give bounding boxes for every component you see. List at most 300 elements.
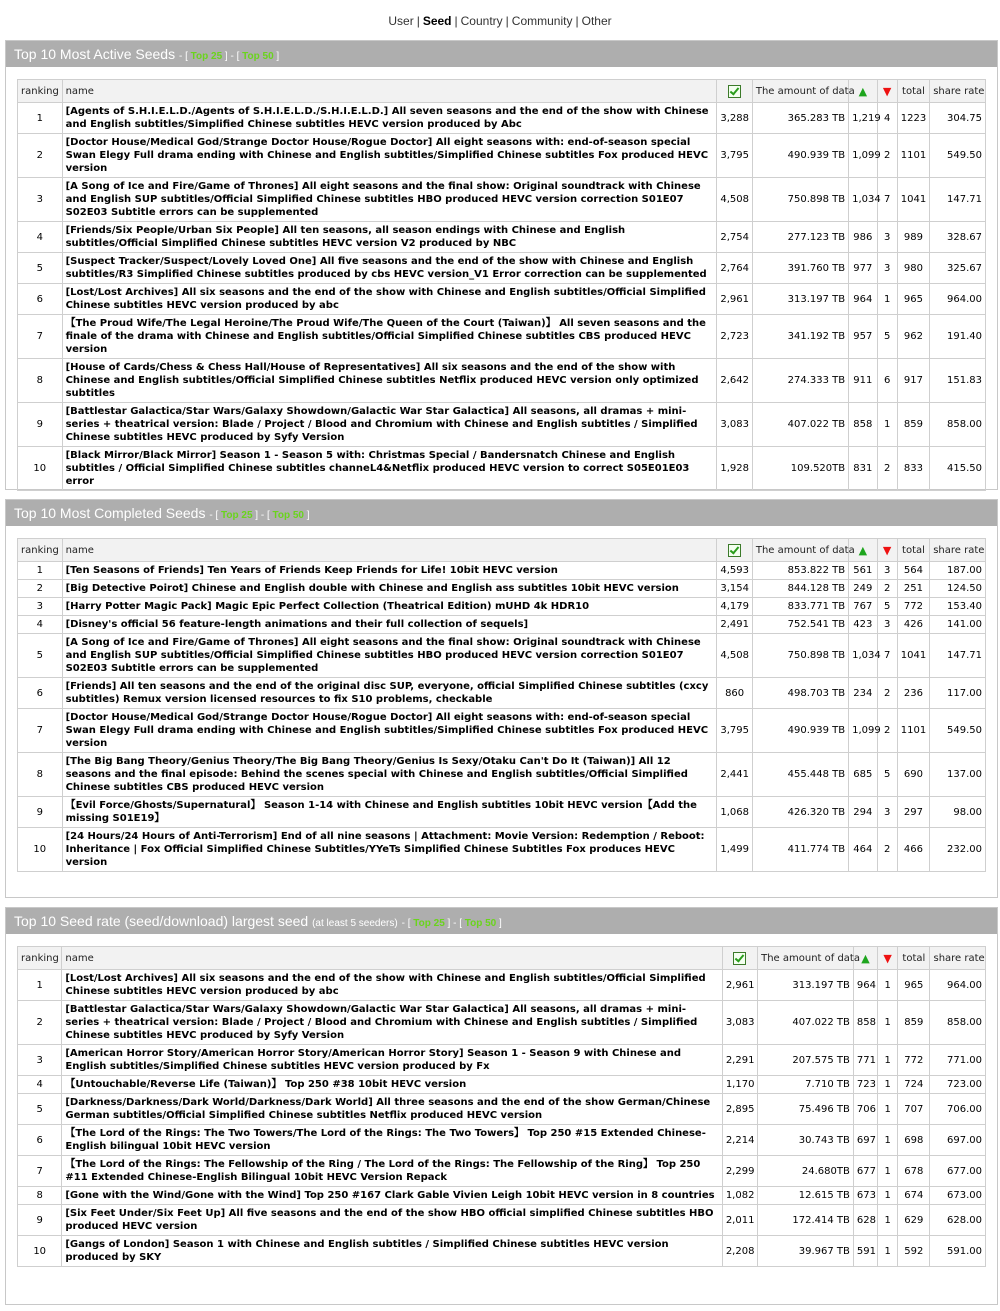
- share-rate-cell: 723.00: [930, 1076, 986, 1094]
- completed-cell: 2,011: [722, 1205, 757, 1236]
- share-rate-cell: 153.40: [930, 598, 986, 616]
- seeders-cell: 677: [853, 1156, 877, 1187]
- total-cell: 426: [897, 616, 929, 634]
- leechers-cell: 1: [877, 403, 897, 447]
- table-row: [18, 1236, 986, 1267]
- total-cell: 1041: [897, 634, 929, 678]
- seed-name-link[interactable]: [A Song of Ice and Fire/Game of Thrones] All eight seasons and the final show: Original soundtrack with Chinese and English SUP subtitles/Official Simplified Chinese subtitles HBO produced HEVC version correction S01E07 S02E03 Subtitle errors can be supplemented: [62, 178, 717, 222]
- panel-header: [6, 500, 997, 526]
- completed-cell: 1,068: [717, 797, 752, 828]
- data-amount-cell: 75.496 TB: [758, 1094, 854, 1125]
- seeders-up-icon: ▲: [858, 543, 868, 557]
- table-row: [18, 828, 986, 872]
- top-25-link[interactable]: Top 25: [190, 51, 223, 62]
- completed-cell: 4,508: [717, 634, 752, 678]
- seed-name-link[interactable]: [Six Feet Under/Six Feet Up] All five seasons and the end of the show HBO official simplified Chinese subtitles HBO produced HEVC version: [62, 1205, 722, 1236]
- seeders-cell: 986: [849, 222, 877, 253]
- rank-cell: 4: [18, 616, 63, 634]
- data-amount-cell: 411.774 TB: [752, 828, 848, 872]
- seed-name-link[interactable]: 【Untouchable/Reverse Life (Taiwan)】 Top 250 #38 10bit HEVC version: [62, 1076, 722, 1094]
- data-amount-cell: 365.283 TB: [752, 103, 848, 134]
- rank-cell: 6: [18, 1125, 62, 1156]
- panel-header: [6, 908, 997, 934]
- table-row: [18, 970, 986, 1001]
- seed-name-link[interactable]: [The Big Bang Theory/Genius Theory/The Big Bang Theory/Genius Is Sexy/Otaku Can't Do It (Taiwan)] All 12 seasons and the final episode: Behind the scenes special with Chinese and English subtitles/Official Simplified Chinese subtitles CBS produced HEVC version: [62, 753, 717, 797]
- data-amount-cell: 455.448 TB: [752, 753, 848, 797]
- leechers-cell: 1: [878, 1205, 898, 1236]
- data-amount-cell: 426.320 TB: [752, 797, 848, 828]
- rank-cell: 3: [18, 598, 63, 616]
- leechers-cell: 3: [877, 222, 897, 253]
- seeders-cell: 234: [849, 678, 877, 709]
- rank-cell: 9: [18, 403, 63, 447]
- seed-name-link[interactable]: 【The Lord of the Rings: The Two Towers/The Lord of the Rings: The Two Towers】 Top 250 #15 Extended Chinese-English bilingual 10bit HEVC version: [62, 1125, 722, 1156]
- data-amount-cell: 833.771 TB: [752, 598, 848, 616]
- total-cell: 251: [897, 580, 929, 598]
- data-amount-cell: 490.939 TB: [752, 134, 848, 178]
- seeders-cell: 628: [853, 1205, 877, 1236]
- leechers-cell: 3: [877, 797, 897, 828]
- col-leechers[interactable]: [877, 539, 897, 562]
- seed-name-link[interactable]: [A Song of Ice and Fire/Game of Thrones] All eight seasons and the final show: Original soundtrack with Chinese and English SUP subtitles/Official Simplified Chinese subtitles HBO produced HEVC version correction S01E07 S02E03 Subtitle errors can be supplemented: [62, 634, 717, 678]
- leechers-cell: 1: [878, 1156, 898, 1187]
- data-amount-cell: 7.710 TB: [758, 1076, 854, 1094]
- seed-name-link[interactable]: [Agents of S.H.I.E.L.D./Agents of S.H.I.E.L.D./S.H.I.E.L.D.] All seven seasons and the end of the show with Chinese and English subtitles/Simplified Chinese subtitles HEVC version produced by Abc: [62, 103, 717, 134]
- seeders-cell: 464: [849, 828, 877, 872]
- col-ranking[interactable]: ranking: [18, 947, 62, 970]
- share-rate-cell: 858.00: [930, 403, 986, 447]
- seeders-cell: 706: [853, 1094, 877, 1125]
- col-leechers[interactable]: [877, 80, 897, 103]
- seeders-cell: 831: [849, 447, 877, 491]
- leechers-cell: 2: [877, 828, 897, 872]
- leechers-cell: 1: [878, 1076, 898, 1094]
- seeders-cell: 294: [849, 797, 877, 828]
- table-row: [18, 616, 986, 634]
- seed-name-link[interactable]: [Lost/Lost Archives] All six seasons and the end of the show with Chinese and English subtitles/Official Simplified Chinese subtitles HEVC version produced by abc: [62, 970, 722, 1001]
- leechers-cell: 2: [877, 678, 897, 709]
- completed-cell: 2,764: [717, 253, 752, 284]
- table-row: [18, 562, 986, 580]
- rank-cell: 7: [18, 709, 63, 753]
- col-leechers[interactable]: [878, 947, 898, 970]
- data-amount-cell: 750.898 TB: [752, 634, 848, 678]
- total-cell: 698: [898, 1125, 930, 1156]
- data-amount-cell: 407.022 TB: [752, 403, 848, 447]
- seed-name-link[interactable]: [Gone with the Wind/Gone with the Wind] Top 250 #167 Clark Gable Vivien Leigh 10bit HEVC version in 8 countries: [62, 1187, 722, 1205]
- share-rate-cell: 151.83: [930, 359, 986, 403]
- share-rate-cell: 147.71: [930, 178, 986, 222]
- total-cell: 236: [897, 678, 929, 709]
- table-row: [18, 678, 986, 709]
- data-amount-cell: 752.541 TB: [752, 616, 848, 634]
- table-row: [18, 403, 986, 447]
- table-row: [18, 1001, 986, 1045]
- leechers-cell: 3: [877, 253, 897, 284]
- table-row: [18, 315, 986, 359]
- table-row: [18, 103, 986, 134]
- total-cell: 674: [898, 1187, 930, 1205]
- nav-separator: |: [575, 14, 579, 28]
- total-cell: 678: [898, 1156, 930, 1187]
- col-completed[interactable]: [722, 947, 757, 970]
- top-25-link[interactable]: Top 25: [221, 510, 253, 521]
- seeders-cell: 591: [853, 1236, 877, 1267]
- leechers-cell: 2: [877, 447, 897, 491]
- col-total[interactable]: total: [898, 947, 930, 970]
- data-amount-cell: 341.192 TB: [752, 315, 848, 359]
- total-cell: 833: [897, 447, 929, 491]
- nav-seed[interactable]: Seed: [422, 14, 452, 28]
- data-amount-cell: 391.760 TB: [752, 253, 848, 284]
- leechers-cell: 1: [878, 1045, 898, 1076]
- leechers-cell: 6: [877, 359, 897, 403]
- panel-title: Top 10 Seed rate (seed/download) largest seed: [14, 913, 309, 929]
- leechers-cell: 1: [878, 1125, 898, 1156]
- share-rate-cell: 771.00: [930, 1045, 986, 1076]
- col-name[interactable]: name: [62, 947, 722, 970]
- rank-cell: 7: [18, 1156, 62, 1187]
- nav-user[interactable]: User: [388, 14, 414, 28]
- table-row: [18, 284, 986, 315]
- completed-cell: 2,208: [722, 1236, 757, 1267]
- total-cell: 859: [897, 403, 929, 447]
- share-rate-cell: 415.50: [930, 447, 986, 491]
- nav-country[interactable]: Country: [460, 14, 503, 28]
- rank-cell: 1: [18, 970, 62, 1001]
- completed-cell: 2,961: [717, 284, 752, 315]
- total-cell: 962: [897, 315, 929, 359]
- seeders-cell: 697: [853, 1125, 877, 1156]
- most-active-panel: [5, 40, 998, 490]
- completed-cell: 1,928: [717, 447, 752, 491]
- share-rate-cell: 147.71: [930, 634, 986, 678]
- data-amount-cell: 24.680TB: [758, 1156, 854, 1187]
- seeds-table: [17, 538, 986, 872]
- col-total[interactable]: total: [897, 539, 929, 562]
- seeders-cell: 673: [853, 1187, 877, 1205]
- rank-cell: 5: [18, 253, 63, 284]
- col-completed[interactable]: [717, 539, 752, 562]
- completed-cell: 1,499: [717, 828, 752, 872]
- leechers-cell: 5: [877, 598, 897, 616]
- table-row: [18, 134, 986, 178]
- leechers-cell: 1: [878, 1187, 898, 1205]
- seeders-cell: 771: [853, 1045, 877, 1076]
- total-cell: 629: [898, 1205, 930, 1236]
- col-share-rate[interactable]: share rate: [930, 947, 986, 970]
- leechers-cell: 2: [877, 134, 897, 178]
- seeders-cell: 858: [849, 403, 877, 447]
- data-amount-cell: 274.333 TB: [752, 359, 848, 403]
- rank-cell: 8: [18, 753, 63, 797]
- total-cell: 980: [897, 253, 929, 284]
- share-rate-cell: 117.00: [930, 678, 986, 709]
- seeders-cell: 858: [853, 1001, 877, 1045]
- seeds-table: [17, 79, 986, 491]
- completed-check-icon: [733, 952, 746, 965]
- leechers-cell: 1: [877, 284, 897, 315]
- table-row: [18, 709, 986, 753]
- total-cell: 772: [898, 1045, 930, 1076]
- data-amount-cell: 313.197 TB: [758, 970, 854, 1001]
- rank-cell: 4: [18, 1076, 62, 1094]
- share-rate-cell: 137.00: [930, 753, 986, 797]
- completed-cell: 3,288: [717, 103, 752, 134]
- table-row: [18, 753, 986, 797]
- seed-name-link[interactable]: 【The Proud Wife/The Legal Heroine/The Proud Wife/The Queen of the Court (Taiwan)】 All seven seasons and the finale of the drama with Chinese and English subtitles/Official Simplified Chinese subtitles CBS produced HEVC version: [62, 315, 717, 359]
- leechers-cell: 1: [878, 970, 898, 1001]
- seeders-up-icon: ▲: [858, 84, 868, 98]
- seeders-cell: 964: [849, 284, 877, 315]
- leechers-cell: 2: [877, 580, 897, 598]
- panel-subtitle: (at least 5 seeders): [312, 918, 398, 929]
- seed-name-link[interactable]: [Battlestar Galactica/Star Wars/Galaxy Showdown/Galactic War Star Galactica] All seasons, all dramas + mini-series + theatrical version: Blade / Project / Blood and Chromium with Chinese and English subtitles / Simplified Chinese subtitles HEVC produced by Syfy Version: [62, 403, 717, 447]
- total-cell: 707: [898, 1094, 930, 1125]
- data-amount-cell: 498.703 TB: [752, 678, 848, 709]
- rank-cell: 10: [18, 828, 63, 872]
- seed-name-link[interactable]: [Black Mirror/Black Mirror] Season 1 - Season 5 with: Christmas Special / Bandersnatch Chinese and English subtitles / Official Simplified Chinese subtitles channeL4&Netflix produced HEVC version to correct S05E01E03 error: [62, 447, 717, 491]
- table-header-row: [18, 947, 986, 970]
- share-rate-cell: 191.40: [930, 315, 986, 359]
- rank-cell: 1: [18, 562, 63, 580]
- completed-cell: 2,491: [717, 616, 752, 634]
- col-ranking[interactable]: ranking: [18, 539, 63, 562]
- rank-cell: 2: [18, 1001, 62, 1045]
- total-cell: 1101: [897, 134, 929, 178]
- nav-community[interactable]: Community: [511, 14, 573, 28]
- seeders-up-icon: ▲: [861, 951, 870, 965]
- total-cell: 690: [897, 753, 929, 797]
- seed-name-link[interactable]: [24 Hours/24 Hours of Anti-Terrorism] End of all nine seasons | Attachment: Movie Version: Redemption / Reboot: Inheritance | Fox Official Simplified Chinese Subtitles/YYeTs Simplified Chinese Subtitles Fox produces HEVC version: [62, 828, 717, 872]
- share-rate-cell: 628.00: [930, 1205, 986, 1236]
- leechers-cell: 7: [877, 634, 897, 678]
- rank-cell: 10: [18, 1236, 62, 1267]
- table-row: [18, 580, 986, 598]
- seeders-cell: 957: [849, 315, 877, 359]
- share-rate-cell: 697.00: [930, 1125, 986, 1156]
- completed-cell: 2,895: [722, 1094, 757, 1125]
- rank-cell: 6: [18, 284, 63, 315]
- panel-title: Top 10 Most Active Seeds: [14, 46, 176, 62]
- seed-name-link[interactable]: [Darkness/Darkness/Dark World/Darkness/Dark World] All three seasons and the end of the show German/Chinese German subtitles/Official Simplified Chinese subtitles Netflix produced HEVC version: [62, 1094, 722, 1125]
- completed-cell: 1,082: [722, 1187, 757, 1205]
- rank-cell: 2: [18, 580, 63, 598]
- share-rate-cell: 964.00: [930, 970, 986, 1001]
- total-cell: 1101: [897, 709, 929, 753]
- seed-rate-panel: [5, 907, 998, 1305]
- col-ranking[interactable]: ranking: [18, 80, 63, 103]
- seeders-cell: 977: [849, 253, 877, 284]
- completed-cell: 1,170: [722, 1076, 757, 1094]
- seeders-cell: 1,034: [849, 634, 877, 678]
- share-rate-cell: 304.75: [930, 103, 986, 134]
- share-rate-cell: 187.00: [930, 562, 986, 580]
- panel-links: - [ Top 25 ] - [ Top 50 ]: [209, 510, 310, 521]
- rank-cell: 6: [18, 678, 63, 709]
- completed-cell: 3,154: [717, 580, 752, 598]
- rank-cell: 5: [18, 1094, 62, 1125]
- data-amount-cell: 313.197 TB: [752, 284, 848, 315]
- col-name[interactable]: name: [62, 539, 717, 562]
- seed-name-link[interactable]: [Battlestar Galactica/Star Wars/Galaxy Showdown/Galactic War Star Galactica] All seasons, all dramas + mini-series + theatrical version: Blade / Project / Blood and Chromium with Chinese and English subtitles / Simplified Chinese subtitles HEVC produced by Syfy Version: [62, 1001, 722, 1045]
- rank-cell: 5: [18, 634, 63, 678]
- seed-name-link[interactable]: [Doctor House/Medical God/Strange Doctor House/Rogue Doctor] All eight seasons with: end-of-season special Swan Elegy Full drama ending with Chinese and English subtitles/Simplified Chinese subtitles Fox produced HEVC version: [62, 709, 717, 753]
- leechers-cell: 7: [877, 178, 897, 222]
- seeders-cell: 249: [849, 580, 877, 598]
- col-data-amount[interactable]: The amount of data: [752, 80, 848, 103]
- total-cell: 989: [897, 222, 929, 253]
- col-total[interactable]: total: [897, 80, 929, 103]
- seed-name-link[interactable]: [Friends/Six People/Urban Six People] All ten seasons, all season endings with Chinese and English subtitles/Official Simplified Chinese subtitles HEVC version V2 produced by NBC: [62, 222, 717, 253]
- share-rate-cell: 677.00: [930, 1156, 986, 1187]
- completed-cell: 2,214: [722, 1125, 757, 1156]
- seed-name-link[interactable]: [Harry Potter Magic Pack] Magic Epic Perfect Collection (Theatrical Edition) mUHD 4k HDR10: [62, 598, 717, 616]
- col-name[interactable]: name: [62, 80, 717, 103]
- seed-name-link[interactable]: [Ten Seasons of Friends] Ten Years of Friends Keep Friends for Life! 10bit HEVC version: [62, 562, 717, 580]
- seeders-cell: 685: [849, 753, 877, 797]
- completed-cell: 860: [717, 678, 752, 709]
- table-row: [18, 1045, 986, 1076]
- rank-cell: 9: [18, 797, 63, 828]
- table-row: [18, 359, 986, 403]
- table-row: [18, 1125, 986, 1156]
- leechers-cell: 5: [877, 315, 897, 359]
- top-50-link[interactable]: Top 50: [272, 510, 304, 521]
- rank-cell: 3: [18, 1045, 62, 1076]
- data-amount-cell: 109.520TB: [752, 447, 848, 491]
- panel-links: - [ Top 25 ] - [ Top 50 ]: [401, 918, 502, 929]
- completed-cell: 2,723: [717, 315, 752, 359]
- total-cell: 466: [897, 828, 929, 872]
- table-row: [18, 253, 986, 284]
- col-share-rate[interactable]: share rate: [930, 539, 986, 562]
- col-share-rate[interactable]: share rate: [930, 80, 986, 103]
- nav-other[interactable]: Other: [581, 14, 612, 28]
- total-cell: 1041: [897, 178, 929, 222]
- data-amount-cell: 39.967 TB: [758, 1236, 854, 1267]
- total-cell: 724: [898, 1076, 930, 1094]
- completed-cell: 2,754: [717, 222, 752, 253]
- completed-cell: 2,642: [717, 359, 752, 403]
- col-completed[interactable]: [717, 80, 752, 103]
- seeders-cell: 1,034: [849, 178, 877, 222]
- seed-name-link[interactable]: [Doctor House/Medical God/Strange Doctor House/Rogue Doctor] All eight seasons with: end-of-season special Swan Elegy Full drama ending with Chinese and English subtitles/Simplified Chinese subtitles Fox produced HEVC version: [62, 134, 717, 178]
- nav-separator: |: [505, 14, 509, 28]
- data-amount-cell: 490.939 TB: [752, 709, 848, 753]
- total-cell: 1223: [897, 103, 929, 134]
- top-50-link[interactable]: Top 50: [464, 918, 497, 929]
- data-amount-cell: 12.615 TB: [758, 1187, 854, 1205]
- rank-cell: 2: [18, 134, 63, 178]
- total-cell: 772: [897, 598, 929, 616]
- col-data-amount[interactable]: The amount of data: [758, 947, 854, 970]
- rank-cell: 9: [18, 1205, 62, 1236]
- table-row: [18, 797, 986, 828]
- most-completed-panel: [5, 499, 998, 898]
- share-rate-cell: 591.00: [930, 1236, 986, 1267]
- completed-check-icon: [728, 544, 741, 557]
- seeders-cell: 723: [853, 1076, 877, 1094]
- leechers-cell: 1: [878, 1001, 898, 1045]
- data-amount-cell: 844.128 TB: [752, 580, 848, 598]
- share-rate-cell: 964.00: [930, 284, 986, 315]
- seeders-cell: 911: [849, 359, 877, 403]
- seeds-table: [17, 946, 986, 1267]
- rank-cell: 8: [18, 1187, 62, 1205]
- seed-name-link[interactable]: [Disney's official 56 feature-length animations and their full collection of sequels]: [62, 616, 717, 634]
- rank-cell: 10: [18, 447, 63, 491]
- leechers-down-icon: ▼: [882, 543, 892, 557]
- share-rate-cell: 549.50: [930, 134, 986, 178]
- seeders-cell: 561: [849, 562, 877, 580]
- panel-title: Top 10 Most Completed Seeds: [14, 505, 206, 521]
- seed-name-link[interactable]: [Friends] All ten seasons and the end of the original disc SUP, everyone, official Simplified Chinese subtitles (cxcy subtitles) Remux version licensed resources to fix S10 problems, checkable: [62, 678, 717, 709]
- panel-links: - [ Top 25 ] - [ Top 50 ]: [178, 51, 280, 62]
- completed-cell: 3,083: [722, 1001, 757, 1045]
- table-row: [18, 1094, 986, 1125]
- share-rate-cell: 328.67: [930, 222, 986, 253]
- leechers-cell: 1: [878, 1094, 898, 1125]
- share-rate-cell: 706.00: [930, 1094, 986, 1125]
- seeders-cell: 1,099: [849, 709, 877, 753]
- data-amount-cell: 277.123 TB: [752, 222, 848, 253]
- table-row: [18, 447, 986, 491]
- seed-name-link[interactable]: [Gangs of London] Season 1 with Chinese and English subtitles / Simplified Chinese subtitles HEVC version produced by SKY: [62, 1236, 722, 1267]
- share-rate-cell: 325.67: [930, 253, 986, 284]
- seed-name-link[interactable]: 【Evil Force/Ghosts/Supernatural】 Season 1-14 with Chinese and English subtitles 10bit HEVC version【Add the missing S01E19】: [62, 797, 717, 828]
- completed-cell: 2,961: [722, 970, 757, 1001]
- table-row: [18, 1076, 986, 1094]
- seed-name-link[interactable]: [House of Cards/Chess & Chess Hall/House of Representatives] All six seasons and the end of the show with Chinese and English subtitles/Official Simplified Chinese subtitles Netflix produced HEVC version only optimized subtitles: [62, 359, 717, 403]
- share-rate-cell: 124.50: [930, 580, 986, 598]
- seeders-cell: 1,219: [849, 103, 877, 134]
- share-rate-cell: 141.00: [930, 616, 986, 634]
- seed-name-link[interactable]: [Suspect Tracker/Suspect/Lovely Loved One] All five seasons and the end of the show with Chinese and English subtitles/R3 Simplified Chinese subtitles produced by cbs HEVC version_V1 Error correction can be supplemented: [62, 253, 717, 284]
- data-amount-cell: 750.898 TB: [752, 178, 848, 222]
- seed-name-link[interactable]: [American Horror Story/American Horror Story/American Horror Story] Season 1 - Season 9 with Chinese and English subtitles/Simplified Chinese subtitles HEVC version produced by Fx: [62, 1045, 722, 1076]
- seed-name-link[interactable]: [Lost/Lost Archives] All six seasons and the end of the show with Chinese and English subtitles/Official Simplified Chinese subtitles HEVC version produced by abc: [62, 284, 717, 315]
- seeders-cell: 964: [853, 970, 877, 1001]
- table-row: [18, 1156, 986, 1187]
- completed-cell: 4,179: [717, 598, 752, 616]
- leechers-cell: 3: [877, 616, 897, 634]
- rank-cell: 3: [18, 178, 63, 222]
- top-50-link[interactable]: Top 50: [242, 51, 274, 62]
- completed-cell: 2,299: [722, 1156, 757, 1187]
- data-amount-cell: 853.822 TB: [752, 562, 848, 580]
- top-25-link[interactable]: Top 25: [413, 918, 445, 929]
- share-rate-cell: 98.00: [930, 797, 986, 828]
- total-cell: 965: [898, 970, 930, 1001]
- top-nav: [0, 14, 1000, 28]
- leechers-cell: 5: [877, 753, 897, 797]
- nav-separator: |: [416, 14, 420, 28]
- total-cell: 859: [898, 1001, 930, 1045]
- completed-cell: 3,795: [717, 134, 752, 178]
- completed-cell: 4,508: [717, 178, 752, 222]
- table-row: [18, 1205, 986, 1236]
- leechers-cell: 3: [877, 562, 897, 580]
- seed-name-link[interactable]: [Big Detective Poirot] Chinese and English double with Chinese and English ass subtitles 10bit HEVC version: [62, 580, 717, 598]
- col-data-amount[interactable]: The amount of data: [752, 539, 848, 562]
- data-amount-cell: 407.022 TB: [758, 1001, 854, 1045]
- leechers-cell: 2: [877, 709, 897, 753]
- seed-name-link[interactable]: 【The Lord of the Rings: The Fellowship of the Ring / The Lord of the Rings: The Fellowship of the Ring】 Top 250 #11 Extended Chinese-English Bilingual 10bit HEVC Version Repack: [62, 1156, 722, 1187]
- total-cell: 592: [898, 1236, 930, 1267]
- rank-cell: 1: [18, 103, 63, 134]
- leechers-cell: 4: [877, 103, 897, 134]
